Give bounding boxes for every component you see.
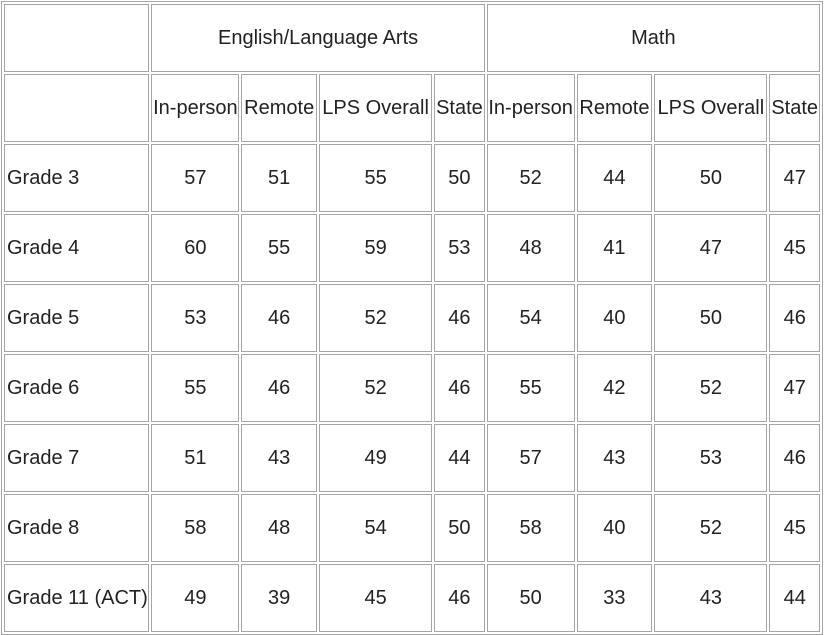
table-row bbox=[4, 144, 820, 212]
corner-cell bbox=[4, 4, 149, 72]
table-cell: 50 bbox=[434, 144, 485, 212]
group-header-ela: English/Language Arts bbox=[151, 4, 484, 72]
table-cell: 44 bbox=[769, 564, 820, 632]
table-cell: 47 bbox=[769, 144, 820, 212]
column-header-row bbox=[4, 74, 820, 142]
table-cell: 45 bbox=[769, 494, 820, 562]
table-cell: 52 bbox=[319, 354, 432, 422]
row-label: Grade 7 bbox=[4, 424, 149, 492]
column-header: State bbox=[434, 74, 485, 142]
table-cell: 46 bbox=[769, 424, 820, 492]
table-row bbox=[4, 564, 820, 632]
column-header: In-person bbox=[487, 74, 575, 142]
table-cell: 46 bbox=[241, 354, 317, 422]
table-cell: 45 bbox=[319, 564, 432, 632]
table-cell: 55 bbox=[151, 354, 239, 422]
table-row bbox=[4, 214, 820, 282]
group-header-math: Math bbox=[487, 4, 820, 72]
table-cell: 46 bbox=[769, 284, 820, 352]
table-row bbox=[4, 284, 820, 352]
table-cell: 50 bbox=[487, 564, 575, 632]
table-cell: 39 bbox=[241, 564, 317, 632]
table-cell: 46 bbox=[241, 284, 317, 352]
table-cell: 49 bbox=[151, 564, 239, 632]
table-cell: 60 bbox=[151, 214, 239, 282]
table-cell: 47 bbox=[769, 354, 820, 422]
table-cell: 52 bbox=[654, 354, 767, 422]
row-label: Grade 6 bbox=[4, 354, 149, 422]
table-cell: 33 bbox=[577, 564, 653, 632]
row-label: Grade 5 bbox=[4, 284, 149, 352]
table-cell: 46 bbox=[434, 564, 485, 632]
table-row bbox=[4, 354, 820, 422]
table-cell: 48 bbox=[487, 214, 575, 282]
table-cell: 51 bbox=[151, 424, 239, 492]
column-header: LPS Overall bbox=[319, 74, 432, 142]
table-cell: 57 bbox=[487, 424, 575, 492]
table-cell: 50 bbox=[654, 284, 767, 352]
table-cell: 47 bbox=[654, 214, 767, 282]
table-body bbox=[4, 144, 820, 632]
table-row bbox=[4, 494, 820, 562]
row-label: Grade 3 bbox=[4, 144, 149, 212]
table-cell: 54 bbox=[487, 284, 575, 352]
table-cell: 46 bbox=[434, 354, 485, 422]
table-cell: 46 bbox=[434, 284, 485, 352]
table-cell: 52 bbox=[487, 144, 575, 212]
table-cell: 48 bbox=[241, 494, 317, 562]
table-cell: 40 bbox=[577, 284, 653, 352]
table-cell: 45 bbox=[769, 214, 820, 282]
table-cell: 58 bbox=[151, 494, 239, 562]
scores-table bbox=[1, 1, 823, 635]
table-cell: 41 bbox=[577, 214, 653, 282]
table-cell: 53 bbox=[151, 284, 239, 352]
table-cell: 43 bbox=[241, 424, 317, 492]
table-cell: 44 bbox=[577, 144, 653, 212]
table-cell: 42 bbox=[577, 354, 653, 422]
table-cell: 59 bbox=[319, 214, 432, 282]
table-cell: 55 bbox=[319, 144, 432, 212]
table-cell: 50 bbox=[654, 144, 767, 212]
table-cell: 58 bbox=[487, 494, 575, 562]
table-cell: 55 bbox=[241, 214, 317, 282]
table-row bbox=[4, 424, 820, 492]
column-header: LPS Overall bbox=[654, 74, 767, 142]
column-header: Remote bbox=[241, 74, 317, 142]
table-cell: 57 bbox=[151, 144, 239, 212]
row-label: Grade 8 bbox=[4, 494, 149, 562]
table-cell: 50 bbox=[434, 494, 485, 562]
column-header: State bbox=[769, 74, 820, 142]
column-header: Remote bbox=[577, 74, 653, 142]
table-cell: 53 bbox=[434, 214, 485, 282]
table-cell: 52 bbox=[654, 494, 767, 562]
table-cell: 43 bbox=[654, 564, 767, 632]
row-label: Grade 11 (ACT) bbox=[4, 564, 149, 632]
table-cell: 53 bbox=[654, 424, 767, 492]
table-cell: 54 bbox=[319, 494, 432, 562]
group-header-row bbox=[4, 4, 820, 72]
table-cell: 44 bbox=[434, 424, 485, 492]
table-cell: 49 bbox=[319, 424, 432, 492]
table-cell: 52 bbox=[319, 284, 432, 352]
table-cell: 51 bbox=[241, 144, 317, 212]
table-cell: 43 bbox=[577, 424, 653, 492]
column-header: In-person bbox=[151, 74, 239, 142]
table-cell: 55 bbox=[487, 354, 575, 422]
row-label: Grade 4 bbox=[4, 214, 149, 282]
row-label-header bbox=[4, 74, 149, 142]
table-cell: 40 bbox=[577, 494, 653, 562]
